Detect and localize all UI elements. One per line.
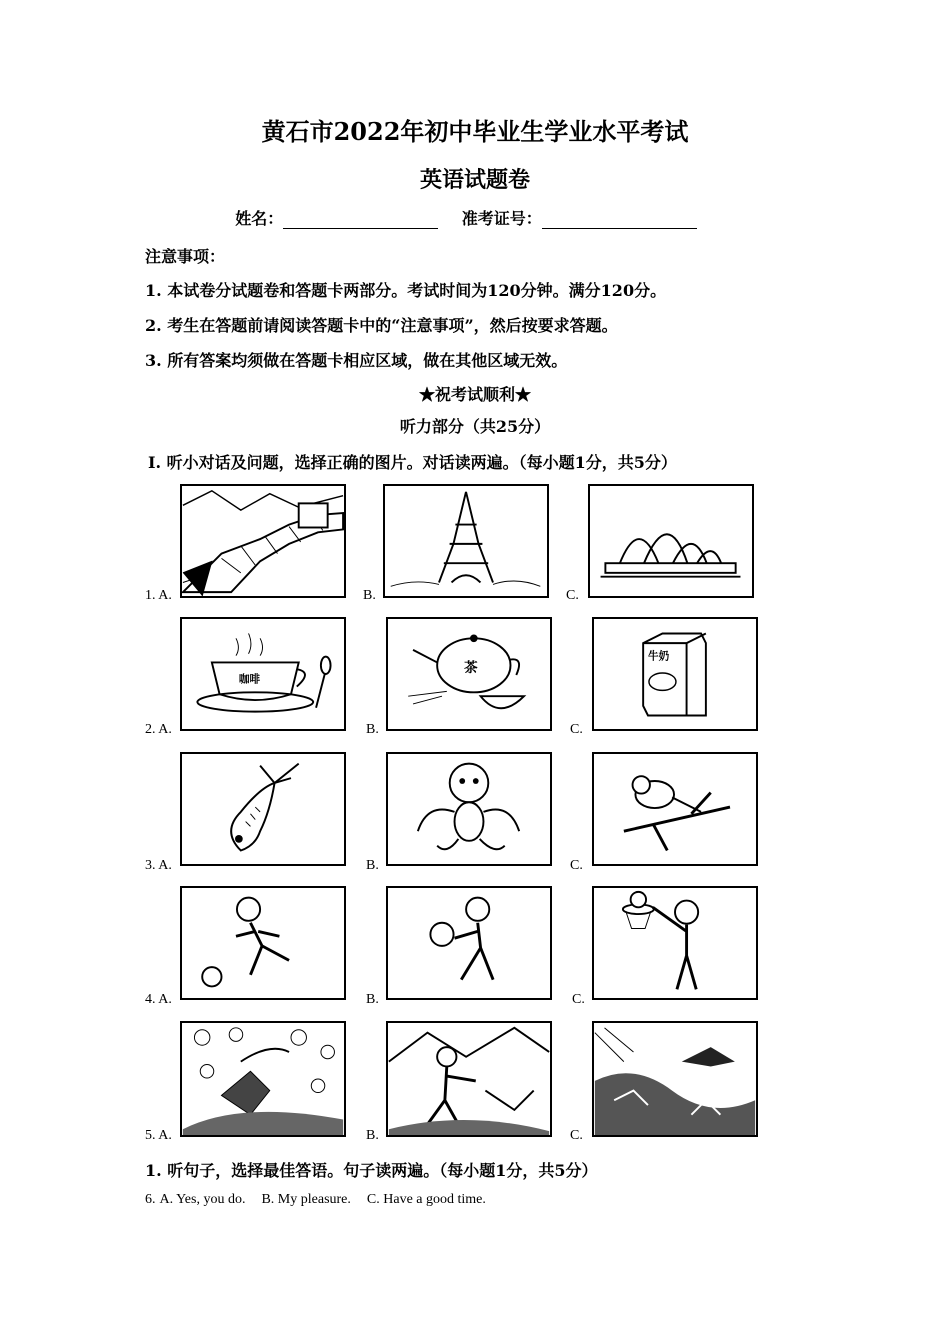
q4-option-b-label: B. xyxy=(366,992,379,1007)
section-1-instruction: Ⅰ. 听小对话及问题，选择正确的图片。对话读两遍。（每小题1分，共5分） xyxy=(148,453,677,472)
coffee-text: 咖啡 xyxy=(238,672,261,686)
tea-text: 茶 xyxy=(464,660,478,677)
great-wall-icon xyxy=(182,486,344,596)
q3-option-c-label: C. xyxy=(570,858,583,873)
name-label: 姓名： xyxy=(235,209,284,228)
q2-option-b-label: B. xyxy=(366,722,379,737)
exam-subtitle: 英语试题卷 xyxy=(419,167,530,193)
q6-option-b[interactable]: B. My pleasure. xyxy=(261,1192,351,1207)
sydney-opera-house-picture[interactable] xyxy=(588,484,754,598)
boy-soccer-picture[interactable] xyxy=(180,886,346,1000)
fish-picture[interactable] xyxy=(180,752,346,866)
q4-option-a-label: 4. A. xyxy=(145,992,172,1007)
name-blank[interactable] xyxy=(283,212,438,229)
soccer-player-icon xyxy=(182,888,344,998)
exam-id-blank[interactable] xyxy=(542,212,697,229)
moving-mountains-icon xyxy=(388,1023,550,1135)
candidate-info-line xyxy=(0,206,950,229)
boy-basketball-picture[interactable] xyxy=(592,886,758,1000)
q1-option-c-label: C. xyxy=(566,588,579,603)
q2-option-a-label: 2. A. xyxy=(145,722,172,737)
exam-id-label: 准考证号： xyxy=(461,209,542,228)
q2-option-c-label: C. xyxy=(570,722,583,737)
yu-gong-picture[interactable] xyxy=(386,1021,552,1137)
q5-option-a-label: 5. A. xyxy=(145,1128,172,1143)
note-item-2: 2. 考生在答题前请阅读答题卡中的“注意事项”，然后按要求答题。 xyxy=(145,316,618,335)
q4-option-c-label: C. xyxy=(572,992,585,1007)
boy-volleyball-picture[interactable] xyxy=(386,886,552,1000)
q1-option-b-label: B. xyxy=(363,588,376,603)
section-2-instruction: 1. 听句子，选择最佳答语。句子读两遍。（每小题1分，共5分） xyxy=(145,1161,598,1180)
q6-option-a[interactable]: A. Yes, you do. xyxy=(159,1192,246,1207)
q6-option-c[interactable]: C. Have a good time. xyxy=(366,1192,486,1207)
teapot-icon xyxy=(388,619,550,729)
bird-filling-sea-icon xyxy=(594,1023,756,1135)
fish-icon xyxy=(182,754,344,864)
coffee-cup-picture[interactable] xyxy=(180,617,346,731)
great-wall-picture[interactable] xyxy=(180,484,346,598)
q5-option-c-label: C. xyxy=(570,1128,583,1143)
q3-option-a-label: 3. A. xyxy=(145,858,172,873)
milk-carton-picture[interactable] xyxy=(592,617,758,731)
jingwei-picture[interactable] xyxy=(592,1021,758,1137)
archer-shooting-suns-icon xyxy=(182,1023,344,1135)
bird-icon xyxy=(594,754,756,864)
q5-option-b-label: B. xyxy=(366,1128,379,1143)
volleyball-player-icon xyxy=(388,888,550,998)
eiffel-tower-picture[interactable] xyxy=(383,484,549,598)
notes-heading: 注意事项： xyxy=(145,247,226,266)
q6-options xyxy=(145,1192,502,1208)
listening-title: 听力部分（共25分） xyxy=(399,417,551,436)
milk-carton-icon xyxy=(594,619,756,729)
q1-option-a-label: 1. A. xyxy=(145,588,172,603)
opera-house-icon xyxy=(590,486,752,596)
teapot-picture[interactable] xyxy=(386,617,552,731)
eiffel-tower-icon xyxy=(385,486,547,596)
note-item-1: 1. 本试卷分试题卷和答题卡两部分。考试时间为120分钟。满分120分。 xyxy=(145,281,667,300)
bird-picture[interactable] xyxy=(592,752,758,866)
monkey-picture[interactable] xyxy=(386,752,552,866)
monkey-icon xyxy=(388,754,550,864)
q6-number: 6. xyxy=(145,1192,156,1207)
q3-option-b-label: B. xyxy=(366,858,379,873)
basketball-player-icon xyxy=(594,888,756,998)
wish-line: ★祝考试顺利★ xyxy=(418,385,531,404)
note-item-3: 3. 所有答案均须做在答题卡相应区域，做在其他区域无效。 xyxy=(145,351,568,370)
exam-title: 黄石市2022年初中毕业生学业水平考试 xyxy=(261,117,689,146)
hou-yi-picture[interactable] xyxy=(180,1021,346,1137)
coffee-cup-icon xyxy=(182,619,344,729)
milk-text: 牛奶 xyxy=(647,649,670,663)
